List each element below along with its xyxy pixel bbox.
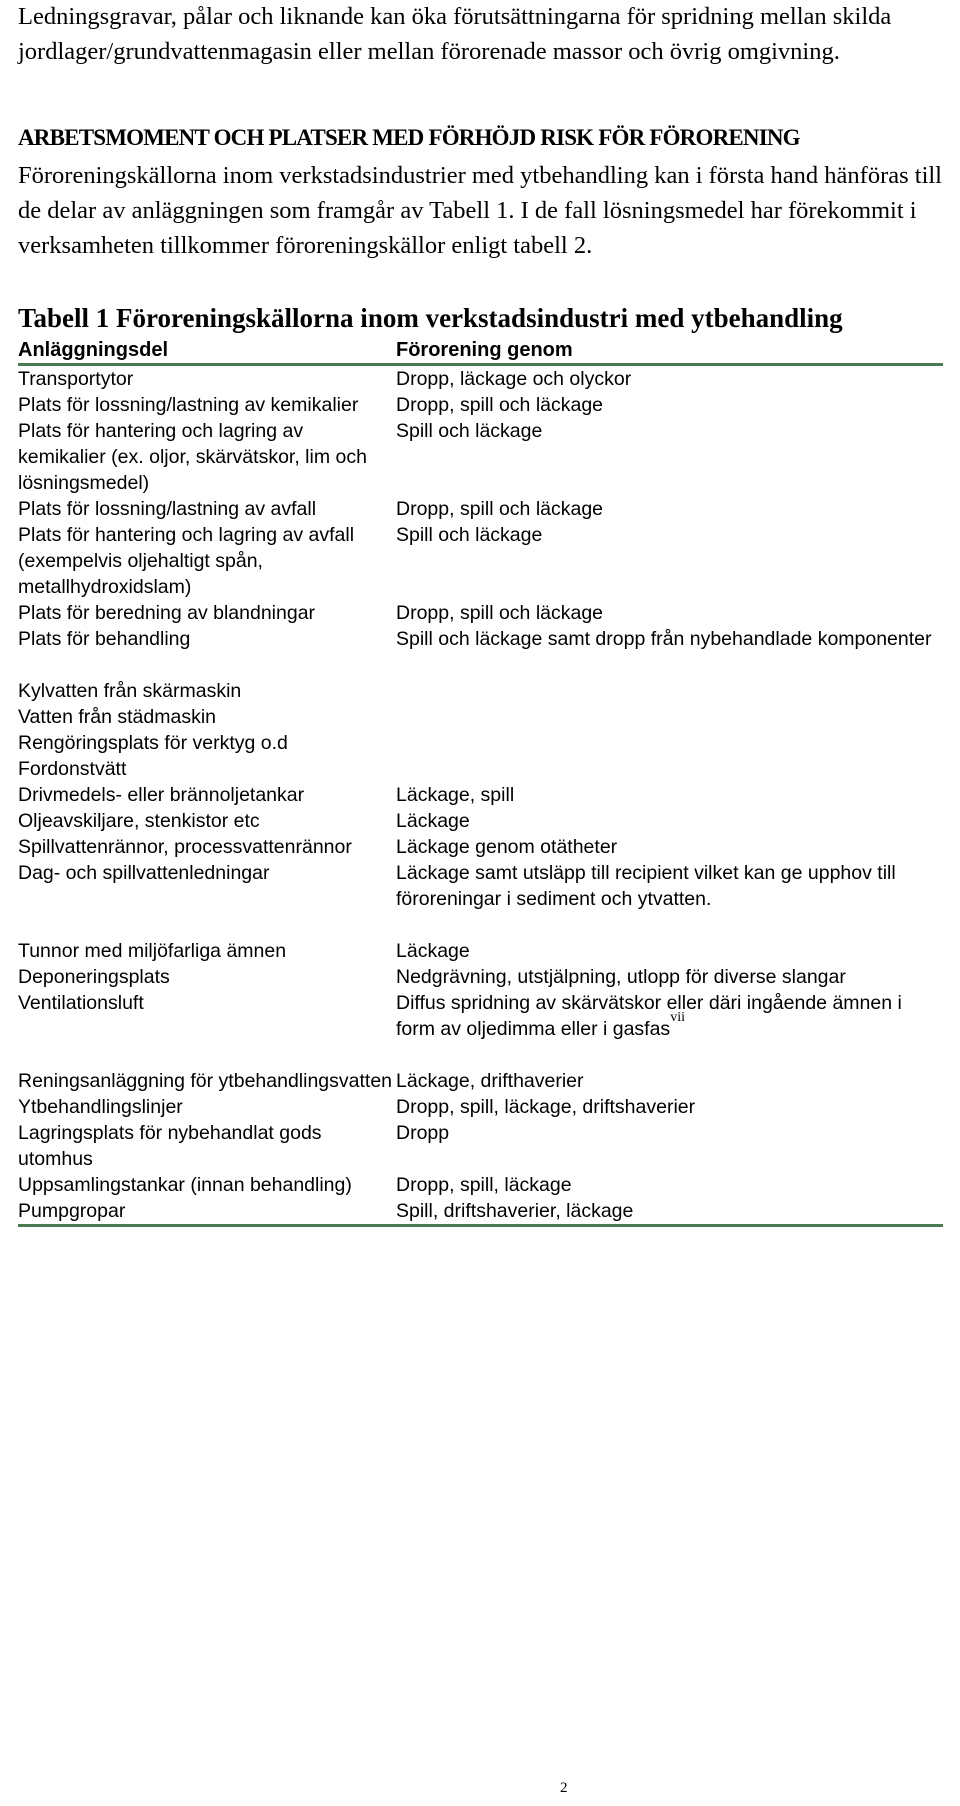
- cell-pollution-text: Dropp, spill och läckage: [396, 394, 604, 416]
- cell-part: Oljeavskiljare, stenkistor etc: [18, 810, 260, 832]
- cell-part: Plats för hantering och lagring av avfall (exempelvis oljehaltigt spån, metallhydroxidslam): [18, 524, 355, 598]
- cell-part: Kylvatten från skärmaskin: [18, 680, 242, 702]
- cell-pollution-text: Dropp, läckage och olyckor: [396, 368, 632, 390]
- cell-pollution-text: Spill och läckage samt dropp från nybehandlade komponenter: [396, 628, 932, 650]
- cell-pollution-text: Spill, driftshaverier, läckage: [396, 1200, 634, 1222]
- cell-pollution: [396, 365, 943, 393]
- table-row: [18, 626, 943, 652]
- cell-part: Ventilationsluft: [18, 992, 144, 1014]
- cell-pollution: [396, 600, 943, 626]
- table-row: [18, 1042, 943, 1094]
- document-page: [18, 0, 943, 1227]
- cell-part: Transportytor: [18, 368, 134, 390]
- table-row: [18, 392, 943, 418]
- table-row: [18, 600, 943, 626]
- cell-pollution-text: Dropp, spill, läckage: [396, 1174, 572, 1196]
- cell-pollution: [396, 1172, 943, 1198]
- cell-part: Fordonstvätt: [18, 758, 127, 780]
- table-row: [18, 652, 943, 704]
- cell-part: Plats för hantering och lagring av kemikalier (ex. oljor, skärvätskor, lim och lösningsmedel): [18, 420, 367, 494]
- table-row: [18, 964, 943, 990]
- cell-part: Vatten från städmaskin: [18, 706, 216, 728]
- pollution-sources-table: [18, 337, 943, 1227]
- table-row: [18, 496, 943, 522]
- body-paragraph: Föroreningskällorna inom verkstadsindustrier med ytbehandling kan i första hand hänföras till de delar av anläggningen som framgår av Tabell 1. I de fall lösningsmedel har förekommit i verksamheten tillkommer föroreningskällor enligt tabell 2.: [18, 162, 942, 259]
- table-row: [18, 782, 943, 808]
- cell-pollution-text: Spill och läckage: [396, 524, 543, 546]
- table-header-row: [18, 337, 943, 365]
- table-row: [18, 704, 943, 730]
- cell-pollution-text: Dropp, spill, läckage, driftshaverier: [396, 1096, 696, 1118]
- cell-pollution-text: Läckage samt utsläpp till recipient vilket kan ge upphov till föroreningar i sediment och ytvatten.: [396, 862, 896, 910]
- cell-part: Plats för behandling: [18, 628, 191, 650]
- table-row: [18, 418, 943, 496]
- cell-pollution-text: Läckage: [396, 810, 470, 832]
- cell-pollution-text: Diffus spridning av skärvätskor eller däri ingående ämnen i form av oljedimma eller i gasfas: [396, 992, 902, 1040]
- cell-pollution: [396, 392, 943, 418]
- cell-part: Lagringsplats för nybehandlat gods utomhus: [18, 1122, 322, 1170]
- cell-part: Dag- och spillvattenledningar: [18, 862, 270, 884]
- cell-part: Spillvattenrännor, processvattenrännor: [18, 836, 352, 858]
- table-row: [18, 1172, 943, 1198]
- cell-pollution: [396, 860, 943, 912]
- cell-pollution: [396, 782, 943, 808]
- page-number: 2: [560, 1780, 568, 1796]
- cell-pollution: [396, 652, 943, 704]
- table-row: [18, 1198, 943, 1226]
- cell-pollution: [396, 990, 943, 1042]
- cell-part: Plats för lossning/lastning av avfall: [18, 498, 317, 520]
- cell-pollution: [396, 496, 943, 522]
- cell-pollution-text: Läckage, drifthaverier: [396, 1070, 584, 1092]
- cell-pollution: [396, 1094, 943, 1120]
- cell-pollution-text: Läckage genom otätheter: [396, 836, 618, 858]
- table-row: [18, 808, 943, 834]
- cell-pollution: [396, 808, 943, 834]
- cell-part: Drivmedels- eller brännoljetankar: [18, 784, 305, 806]
- table-row: [18, 1120, 943, 1172]
- table-row: [18, 1094, 943, 1120]
- header-pollution: Förorening genom: [396, 337, 943, 365]
- cell-pollution: [396, 418, 943, 496]
- cell-pollution-text: Dropp, spill och läckage: [396, 498, 604, 520]
- cell-part: Plats för beredning av blandningar: [18, 602, 316, 624]
- cell-pollution-text: Nedgrävning, utstjälpning, utlopp för diverse slangar: [396, 966, 846, 988]
- table-row: [18, 912, 943, 964]
- table-row: [18, 860, 943, 912]
- cell-pollution-text: Läckage, spill: [396, 784, 515, 806]
- section-heading: ARBETSMOMENT OCH PLATSER MED FÖRHÖJD RISK FÖR FÖRORENING: [18, 125, 800, 150]
- cell-part: Ytbehandlingslinjer: [18, 1096, 183, 1118]
- cell-pollution: [396, 1198, 943, 1226]
- cell-pollution-text: Dropp, spill och läckage: [396, 602, 604, 624]
- table-row: [18, 990, 943, 1042]
- cell-pollution: [396, 756, 943, 782]
- cell-pollution-text: Läckage: [396, 940, 470, 962]
- intro-paragraph: Ledningsgravar, pålar och liknande kan öka förutsättningarna för spridning mellan skilda jordlager/grundvattenmagasin eller mellan förorenade massor och övrig omgivning.: [18, 3, 892, 65]
- table-row: [18, 522, 943, 600]
- cell-pollution: [396, 912, 943, 964]
- cell-pollution: [396, 1120, 943, 1172]
- table-row: [18, 365, 943, 393]
- cell-pollution: [396, 964, 943, 990]
- cell-pollution: [396, 1042, 943, 1094]
- cell-part: Pumpgropar: [18, 1198, 396, 1226]
- table-body: [18, 365, 943, 1226]
- cell-part: Uppsamlingstankar (innan behandling): [18, 1174, 352, 1196]
- cell-pollution: [396, 704, 943, 730]
- cell-pollution: [396, 730, 943, 756]
- cell-part: Plats för lossning/lastning av kemikalier: [18, 394, 359, 416]
- cell-part: Reningsanläggning för ytbehandlingsvatten: [18, 1070, 393, 1092]
- cell-pollution: [396, 522, 943, 600]
- cell-pollution: [396, 834, 943, 860]
- cell-pollution-text: Spill och läckage: [396, 420, 543, 442]
- cell-pollution-text: Dropp: [396, 1122, 450, 1144]
- table-row: [18, 834, 943, 860]
- cell-part: Deponeringsplats: [18, 966, 170, 988]
- table-row: [18, 756, 943, 782]
- table-caption: Tabell 1 Föroreningskällorna inom verkstadsindustri med ytbehandling: [18, 303, 843, 333]
- table-row: [18, 730, 943, 756]
- header-part: Anläggningsdel: [18, 337, 396, 365]
- cell-part: Tunnor med miljöfarliga ämnen: [18, 940, 287, 962]
- footnote-marker: vii: [670, 1010, 685, 1025]
- cell-part: Rengöringsplats för verktyg o.d: [18, 732, 288, 754]
- table-container: [18, 337, 943, 1227]
- cell-pollution: [396, 626, 943, 652]
